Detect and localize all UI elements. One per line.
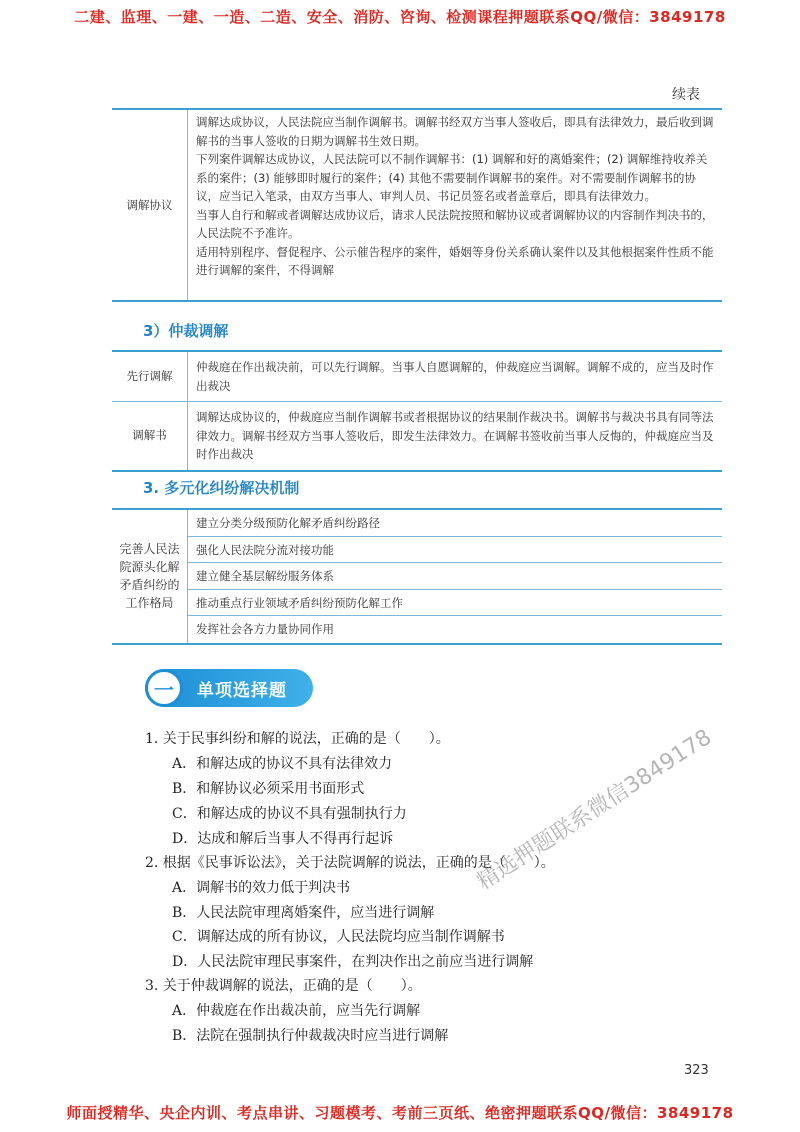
row-content: 调解达成协议的，仲裁庭应当制作调解书或者根据协议的结果制作裁决书。调解书与裁决书具有同等法律效力。调解书经双方当事人签收后，即发生法律效力。在调解书签收前当事人反悔的，仲裁庭应当及时作出裁决 xyxy=(196,410,714,461)
row-label: 调解书 xyxy=(112,402,188,470)
list-item: 发挥社会各方力量协同作用 xyxy=(196,622,334,636)
row-label: 先行调解 xyxy=(112,352,188,401)
option: B．和解协议必须采用书面形式 xyxy=(172,781,365,797)
question-3: 3. 关于仲裁调解的说法，正确的是（ ）。 xyxy=(145,978,422,994)
section-heading-multi: 3. 多元化纠纷解决机制 xyxy=(143,479,300,497)
page-number: 323 xyxy=(684,1063,709,1078)
multi-dispute-table xyxy=(112,508,722,645)
option: A．调解书的效力低于判决书 xyxy=(172,880,351,896)
table-bottom-rule xyxy=(112,300,722,302)
paragraph: 下列案件调解达成协议，人民法院可以不制作调解书：(1) 调解和好的离婚案件；(2) 调解维持收养关系的案件；(3) 能够即时履行的案件；(4) 其他不需要制作调解书的案件。对不需要制作调解书的协议，应当记入笔录，由双方当事人、审判人员、书记员签名或者盖章后，即具有法律效力。 xyxy=(196,152,708,203)
bottom-banner: 师面授精华、央企内训、考点串讲、习题模考、考前三页纸、绝密押题联系QQ/微信：3849178 xyxy=(66,1104,734,1122)
list-item: 推动重点行业领域矛盾纠纷预防化解工作 xyxy=(188,590,722,617)
paragraph: 调解达成协议，人民法院应当制作调解书。调解书经双方当事人签收后，即具有法律效力，最后收到调解书的当事人签收的日期为调解书生效日期。 xyxy=(196,115,714,148)
watermark: 精选押题联系微信3849178 xyxy=(472,724,717,896)
section-heading-single-choice xyxy=(145,669,313,707)
row-content xyxy=(188,110,722,300)
arbitration-mediation-table xyxy=(112,350,722,472)
mediation-agreement-table xyxy=(112,110,722,300)
question-2: 2. 根据《民事诉讼法》，关于法院调解的说法，正确的是（ ）。 xyxy=(145,855,555,871)
option: D．人民法院审理民事案件，在判决作出之前应当进行调解 xyxy=(172,954,534,970)
row-content: 仲裁庭在作出裁决前，可以先行调解。当事人自愿调解的，仲裁庭应当调解。调解不成的，应当及时作出裁决 xyxy=(196,360,714,393)
list-item: 建立分类分级预防化解矛盾纠纷路径 xyxy=(188,510,722,537)
question-1: 1. 关于民事纠纷和解的说法，正确的是（ ）。 xyxy=(145,731,450,747)
row-label: 完善人民法院源头化解矛盾纠纷的工作格局 xyxy=(112,510,188,643)
section-heading-arbitration: 3）仲裁调解 xyxy=(143,322,229,340)
option: B．法院在强制执行仲裁裁决时应当进行调解 xyxy=(172,1028,449,1044)
list-item: 建立健全基层解纷服务体系 xyxy=(188,563,722,590)
option: B．人民法院审理离婚案件，应当进行调解 xyxy=(172,905,435,921)
paragraph: 适用特别程序、督促程序、公示催告程序的案件，婚姻等身份关系确认案件以及其他根据案件性质不能进行调解的案件，不得调解 xyxy=(196,244,714,277)
list-item: 强化人民法院分流对接功能 xyxy=(188,537,722,564)
option: D．达成和解后当事人不得再行起诉 xyxy=(172,831,394,847)
option: C．和解达成的协议不具有强制执行力 xyxy=(172,806,407,822)
option: C．调解达成的所有协议，人民法院均应当制作调解书 xyxy=(172,929,505,945)
paragraph: 当事人自行和解或者调解达成协议后，请求人民法院按照和解协议或者调解协议的内容制作判决书的，人民法院不予准许。 xyxy=(196,207,714,240)
continued-label: 续表 xyxy=(672,87,700,103)
section-heading-text: 单项选择题 xyxy=(197,680,287,701)
row-label: 调解协议 xyxy=(112,110,188,300)
option: A．仲裁庭在作出裁决前，应当先行调解 xyxy=(172,1003,421,1019)
option: A．和解达成的协议不具有法律效力 xyxy=(172,756,393,772)
top-banner: 二建、监理、一建、一造、二造、安全、消防、咨询、检测课程押题联系QQ/微信：3849178 xyxy=(74,8,726,26)
section-number-badge: 一 xyxy=(145,669,183,707)
